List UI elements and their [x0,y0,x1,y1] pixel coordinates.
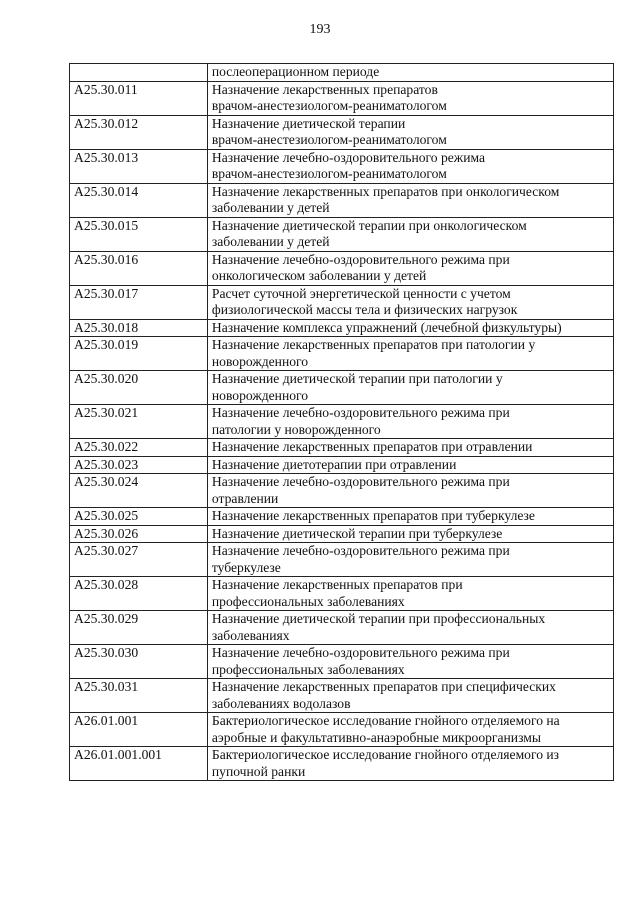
service-name-line: Расчет суточной энергетической ценности с учетом [211,285,511,301]
service-name-cell [207,713,613,747]
service-name-cell [207,679,613,713]
service-name-line: Назначение лекарственных препаратов при [211,577,463,592]
service-name-line: заболеваниях водолазов [211,695,351,711]
service-name-cell [207,64,613,82]
table-row [70,474,614,508]
service-name-line: Назначение лекарственных препаратов при онкологическом [211,183,560,199]
service-code-cell: A25.30.011 [70,81,208,115]
service-name-line: туберкулезе [211,559,281,575]
service-code-cell: A25.30.014 [70,183,208,217]
page-number: 193 [309,22,331,37]
service-code-cell: A25.30.028 [70,577,208,611]
service-name-line: пупочной ранки [211,763,306,779]
service-name-line: заболеваниях [211,627,290,643]
service-name-line: новорожденного [211,353,309,369]
service-code-cell: A25.30.029 [70,611,208,645]
service-code-cell: A25.30.030 [70,645,208,679]
table-row [70,251,614,285]
table-row [70,679,614,713]
service-name-cell [207,543,613,577]
table-row [70,713,614,747]
service-name-cell [207,747,613,781]
table-row [70,525,614,543]
table-row [70,405,614,439]
service-name-line: Назначение лечебно-оздоровительного режима при [211,405,510,420]
service-name-line: Назначение диетической терапии [211,115,406,131]
table-row [70,371,614,405]
service-code-cell: A26.01.001 [70,713,208,747]
service-name-line: Назначение лекарственных препаратов при отравлении [211,439,533,454]
service-name-cell [207,251,613,285]
service-name-line: Назначение лекарственных препаратов при специфических [211,679,556,694]
table-row [70,456,614,474]
table-row [70,645,614,679]
service-name-cell [207,337,613,371]
service-name-line: Назначение диетотерапии при отравлении [211,456,457,472]
service-name-cell [207,115,613,149]
service-code-cell: A25.30.025 [70,508,208,526]
service-name-line: Назначение комплекса упражнений (лечебной физкультуры) [211,319,562,335]
table-row [70,285,614,319]
service-name-cell [207,611,613,645]
service-name-line: Назначение лечебно-оздоровительного режима [211,149,486,165]
service-name-line: Назначение лекарственных препаратов [211,81,438,97]
service-name-line: Назначение диетической терапии при онкологическом [211,217,527,233]
service-name-cell [207,525,613,543]
service-name-cell [207,371,613,405]
table-row [70,115,614,149]
service-code-cell: A25.30.021 [70,405,208,439]
table-row [70,183,614,217]
service-name-line: профессиональных заболеваниях [211,661,405,677]
service-code-cell: A25.30.016 [70,251,208,285]
service-name-line: врачом-анестезиологом-реаниматологом [211,98,447,113]
service-code-cell: A25.30.020 [70,371,208,405]
table-row [70,747,614,781]
service-name-line: онкологическом заболевании у детей [211,268,427,283]
service-code-cell: A25.30.015 [70,217,208,251]
service-code-cell: A25.30.012 [70,115,208,149]
table-row [70,319,614,337]
service-name-line: Назначение диетической терапии при патологии у [211,371,503,386]
table-row [70,611,614,645]
table-row [70,81,614,115]
service-code-cell: A25.30.027 [70,543,208,577]
table-row [70,508,614,526]
service-code-cell: A25.30.022 [70,439,208,457]
service-name-line: физиологической массы тела и физических нагрузок [211,302,518,317]
table-row [70,64,614,82]
service-name-line: отравлении [211,490,279,506]
service-name-line: заболевании у детей [211,200,330,215]
service-name-line: Назначение лекарственных препаратов при патологии у [211,337,536,352]
service-name-cell [207,439,613,457]
service-name-line: профессиональных заболеваниях [211,593,405,609]
service-name-line: Назначение диетической терапии при профессиональных [211,611,546,626]
service-name-cell [207,183,613,217]
service-name-line: аэробные и факультативно-анаэробные микроорганизмы [211,729,541,745]
service-name-cell [207,405,613,439]
service-name-line: Назначение лечебно-оздоровительного режима при [211,251,510,267]
table-row [70,337,614,371]
service-code-cell: A25.30.018 [70,319,208,337]
service-name-line: Бактериологическое исследование гнойного отделяемого из [211,747,560,762]
service-code-cell: A25.30.026 [70,525,208,543]
service-name-line: Назначение диетической терапии при туберкулезе [211,525,503,541]
service-name-cell [207,81,613,115]
service-code-cell: A25.30.031 [70,679,208,713]
service-codes-table [69,63,614,781]
service-code-cell: A25.30.013 [70,149,208,183]
service-name-cell [207,217,613,251]
service-name-line: Назначение лечебно-оздоровительного режима при [211,543,510,558]
service-code-cell: A25.30.017 [70,285,208,319]
service-name-cell [207,508,613,526]
table-row [70,217,614,251]
service-name-cell [207,149,613,183]
service-name-cell [207,645,613,679]
service-code-cell: A26.01.001.001 [70,747,208,781]
service-name-line: врачом-анестезиологом-реаниматологом [211,132,447,147]
service-name-line: Назначение лекарственных препаратов при туберкулезе [211,508,535,523]
service-name-line: Назначение лечебно-оздоровительного режима при [211,645,510,660]
service-name-cell [207,319,613,337]
service-name-line: патологии у новорожденного [211,421,381,437]
service-code-cell: A25.30.024 [70,474,208,508]
service-name-line: заболевании у детей [211,234,330,249]
service-name-cell [207,577,613,611]
service-code-cell: A25.30.019 [70,337,208,371]
service-name-line: врачом-анестезиологом-реаниматологом [211,166,447,181]
service-code-cell: A25.30.023 [70,456,208,474]
table-body [70,64,614,781]
table-row [70,577,614,611]
service-name-cell [207,285,613,319]
service-name-line: Назначение лечебно-оздоровительного режима при [211,474,510,489]
service-name-line: новорожденного [211,387,309,403]
service-name-line: послеоперационном периоде [211,64,380,79]
table-row [70,439,614,457]
table-row [70,149,614,183]
service-code-cell [70,64,208,82]
service-name-line: Бактериологическое исследование гнойного отделяемого на [211,713,560,728]
service-name-cell [207,456,613,474]
service-name-cell [207,474,613,508]
table-row [70,543,614,577]
